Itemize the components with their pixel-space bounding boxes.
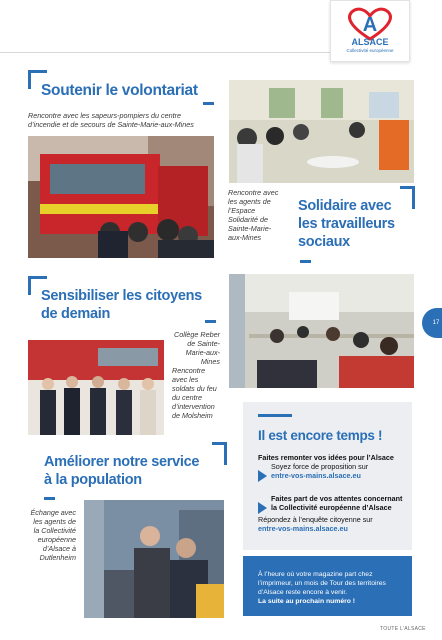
- info-item-2-link[interactable]: entre-vos-mains.alsace.eu: [258, 524, 348, 533]
- info-intro: Faites remonter vos idées pour l’Alsace: [258, 453, 394, 462]
- section2-dash: [300, 260, 311, 263]
- section4-caption: Rencontre avec les soldats du feu du centre d’intervention de Molsheim: [172, 366, 217, 420]
- firefighters-truck-photo: [28, 136, 214, 258]
- section3-title-line1: Sensibiliser les citoyens: [41, 288, 202, 304]
- social-workers-meeting-photo: [229, 80, 414, 183]
- section1-title: Soutenir le volontariat: [41, 82, 198, 99]
- blue-box-text: À l’heure où votre magazine part chez l’imprimeur, un mois de Tour des territoires d’Alsace reste encore à venir.: [258, 571, 386, 596]
- info-item-1: [258, 462, 410, 482]
- footer-label: TOUTE L’ALSACE: [380, 626, 426, 632]
- logo-tagline: Collectivité européenne: [346, 48, 394, 53]
- section3-title-line2: de demain: [41, 306, 111, 322]
- page-number-tab: [422, 308, 442, 338]
- info-item-2-text: Répondez à l’enquête citoyenne sur: [258, 515, 373, 524]
- blue-box-bold: La suite au prochain numéro !: [258, 598, 356, 605]
- section5-dash: [44, 497, 55, 500]
- section2-title-line2: les travailleurs: [298, 216, 395, 232]
- triangle-bullet-icon: [258, 502, 267, 514]
- section5-title-line2: à la population: [44, 472, 142, 488]
- info-item-2: [258, 494, 410, 514]
- section3-caption: Collège Reber de Sainte-Marie-aux-Mines: [174, 330, 220, 366]
- section2-title-line3: sociaux: [298, 234, 350, 250]
- triangle-bullet-icon: [258, 470, 267, 482]
- molsheim-soldiers-photo: [28, 340, 164, 435]
- info-item-1-link[interactable]: entre-vos-mains.alsace.eu: [271, 471, 361, 480]
- page-number: 17: [432, 320, 440, 326]
- section5-title-line1: Améliorer notre service: [44, 454, 200, 470]
- svg-text:A: A: [362, 14, 378, 36]
- section2-caption: Rencontre avec les agents de l’Espace Solidarité de Sainte-Marie-aux-Mines: [228, 188, 279, 242]
- section2-title-line1: Solidaire avec: [298, 198, 392, 214]
- logo-wordmark: ALSACE: [351, 37, 389, 47]
- info-item-2-bold: Faites part de vos attentes concernant la Collectivité européenne d’Alsace: [271, 494, 403, 512]
- section1-dash: [203, 102, 214, 105]
- alsace-logo: [330, 0, 410, 62]
- section5-bracket-right: [212, 442, 227, 465]
- section2-bracket-right: [400, 186, 415, 209]
- dutlenheim-exchange-photo: [84, 500, 224, 618]
- info-box-title: Il est encore temps !: [258, 428, 383, 443]
- classroom-photo: [229, 274, 414, 388]
- section1-caption: Rencontre avec les sapeurs-pompiers du centre d’incendie et de secours de Sainte-Marie-aux-Mines: [28, 111, 194, 129]
- section3-dash: [205, 320, 216, 323]
- section5-caption: Échange avec les agents de la Collectivité européenne d’Alsace à Dutlenheim: [30, 508, 76, 562]
- info-item-1-text: Soyez force de proposition sur: [271, 462, 369, 471]
- header-rule: [0, 52, 330, 53]
- info-box-dash: [258, 414, 292, 417]
